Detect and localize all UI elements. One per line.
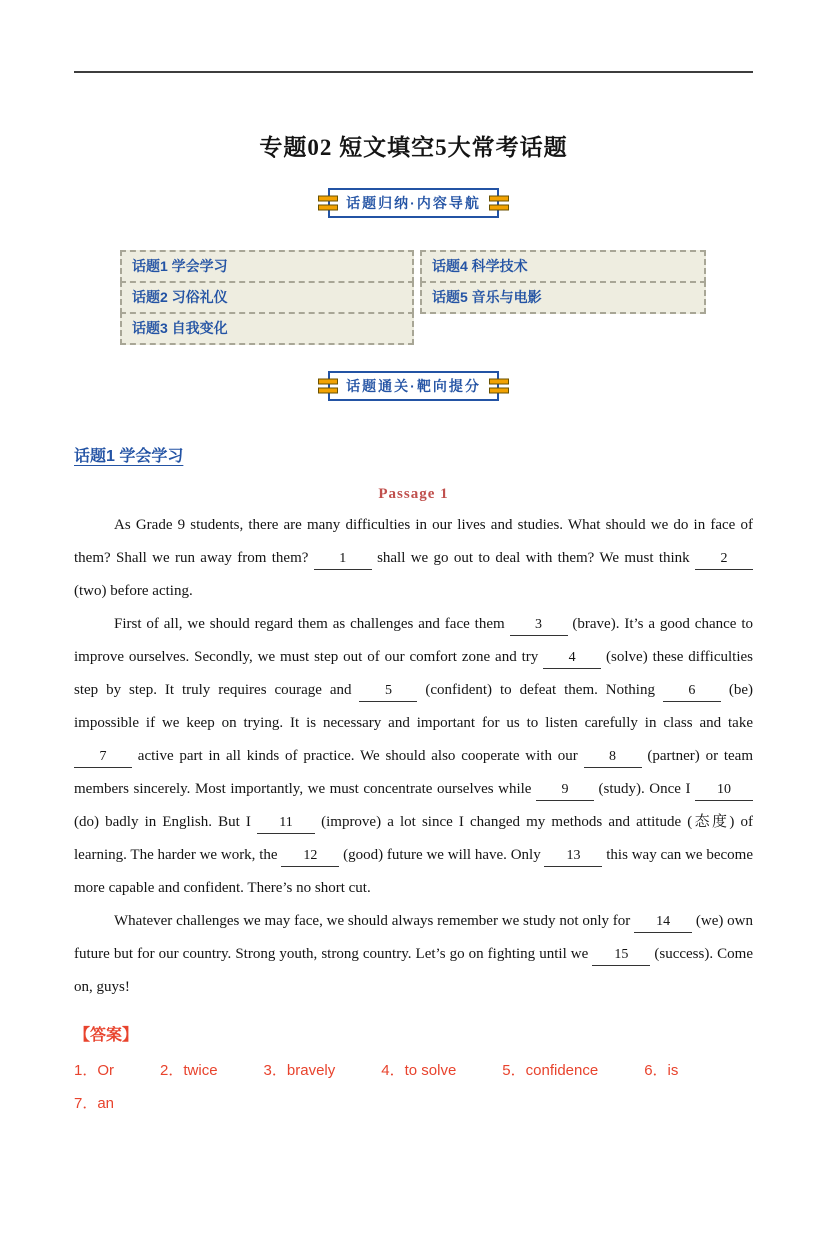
topic-cell-3: 话题3 自我变化 — [120, 312, 414, 345]
topic-cell-1: 话题1 学会学习 — [120, 250, 414, 283]
answer-item: 7．an — [74, 1095, 115, 1112]
passage-paragraph: As Grade 9 students, there are many difficulties in our lives and studies. What should we do in face of them? Shall we run away from them? 1 shall we go out to deal with them? We must think 2 (two) before acting. — [74, 517, 753, 599]
topics-table — [120, 250, 753, 345]
topic-cell-5: 话题5 音乐与电影 — [420, 281, 706, 314]
section-heading — [74, 443, 753, 466]
blank-3: 3 — [510, 615, 568, 636]
top-rule — [74, 71, 753, 73]
answer-item: 6．is — [644, 1062, 679, 1079]
blank-10: 10 — [695, 780, 753, 801]
passage-title: Passage 1 — [378, 486, 449, 502]
topics-col-left — [120, 250, 414, 345]
answer-item: 3．bravely — [263, 1062, 336, 1079]
double-bar-icon — [318, 196, 338, 211]
double-bar-icon — [318, 379, 338, 394]
passage-paragraph: First of all, we should regard them as challenges and face them 3 (brave). It’s a good chance to improve ourselves. Secondly, we must step out of our comfort zone and try 4 (solve) these difficulties step by step. It truly requires courage and 5 (confident) to defeat them. Nothing 6 (be) impossible if we keep on trying. It is necessary and important for us to listen carefully in class and take 7 active part in all kinds of practice. We should also cooperate with our 8 (partner) or team members sincerely. Most importantly, we must concentrate ourselves while 9 (study). Once I 10 (do) badly in English. But I 11 (improve) a lot since I changed my methods and attitude (态度) of learning. The harder we work, the 12 (good) future we will have. Only 13 this way can we become more capable and confident. There’s no short cut. — [74, 616, 754, 896]
answers-label: 【答案】 — [74, 1027, 139, 1044]
blank-15: 15 — [592, 945, 650, 966]
answers-row — [74, 1059, 753, 1113]
double-bar-icon — [489, 379, 509, 394]
document-page — [0, 71, 827, 1240]
blank-12: 12 — [281, 846, 339, 867]
blank-14: 14 — [634, 912, 692, 933]
passage-paragraph: Whatever challenges we may face, we should always remember we study not only for 14 (we) own future but for our country. Strong youth, strong country. Let’s go on fighting until we 15 (success). Come on, guys! — [74, 913, 753, 995]
passage-body — [74, 509, 753, 1004]
blank-2: 2 — [695, 549, 753, 570]
blank-7: 7 — [74, 747, 132, 768]
answer-item: 5．confidence — [502, 1062, 599, 1079]
banner-score-boost-label: 话题通关·靶向提分 — [346, 378, 481, 394]
banner-score-boost — [328, 371, 499, 401]
topic-cell-4: 话题4 科学技术 — [420, 250, 706, 283]
section-heading-label: 话题1 学会学习 — [74, 448, 184, 465]
doc-title: 专题02 短文填空5大常考话题 — [259, 135, 568, 160]
blank-5: 5 — [359, 681, 417, 702]
double-bar-icon — [489, 196, 509, 211]
answer-item: 2．twice — [160, 1062, 218, 1079]
banner-content-nav-label: 话题归纳·内容导航 — [346, 195, 481, 211]
blank-13: 13 — [544, 846, 602, 867]
banner-content-nav — [328, 188, 499, 218]
blank-1: 1 — [314, 549, 372, 570]
blank-9: 9 — [536, 780, 594, 801]
answer-item: 4．to solve — [381, 1062, 457, 1079]
answer-item: 1．Or — [74, 1062, 115, 1079]
blank-4: 4 — [543, 648, 601, 669]
blank-11: 11 — [257, 813, 315, 834]
topics-col-right — [420, 250, 706, 314]
blank-6: 6 — [663, 681, 721, 702]
topic-cell-2: 话题2 习俗礼仪 — [120, 281, 414, 314]
blank-8: 8 — [584, 747, 642, 768]
